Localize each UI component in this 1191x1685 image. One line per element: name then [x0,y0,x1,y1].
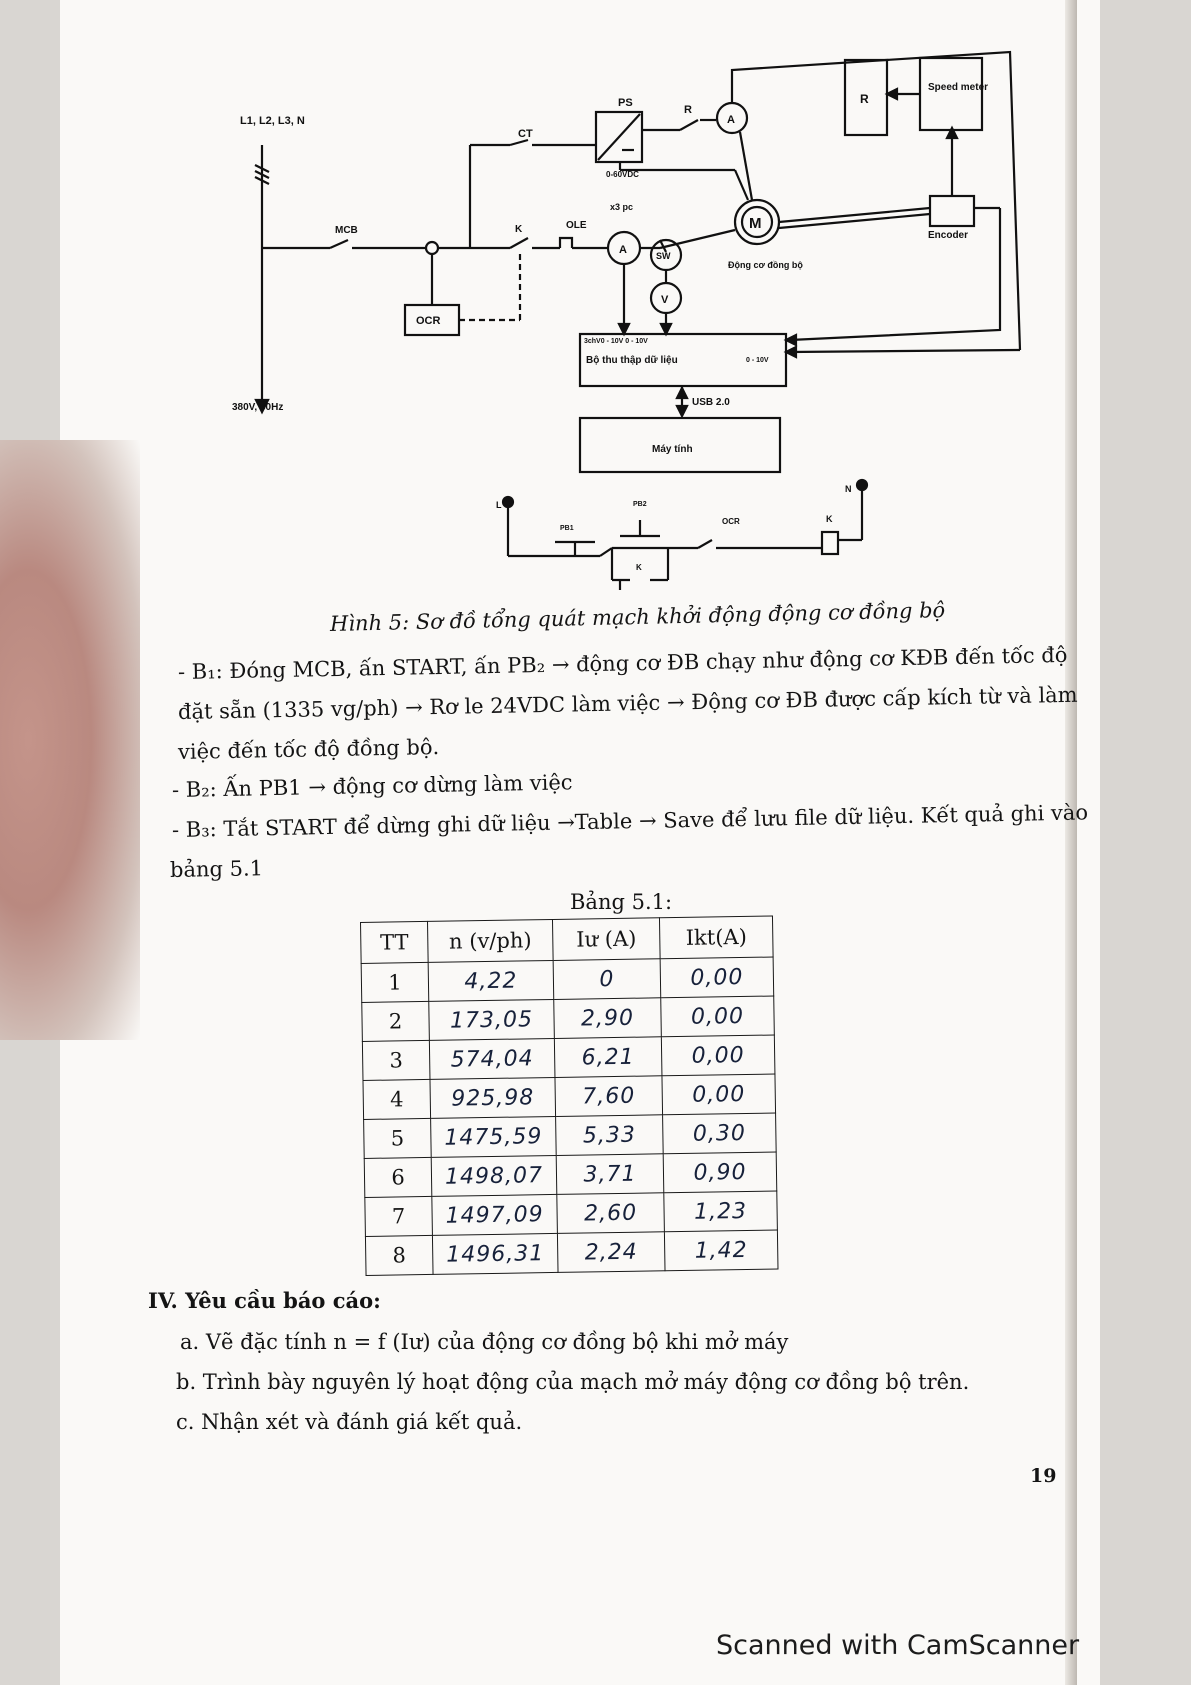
cell-tt: 1 [361,962,429,1002]
cell-excitation-current: 0,00 [662,1074,776,1115]
report-item-b: b. Trình bày nguyên lý hoạt động của mạch mở máy động cơ đồng bộ trên. [176,1370,970,1394]
cell-excitation-current: 0,00 [660,957,774,998]
ps-output-label: 0-60VDC [606,170,639,179]
cell-speed: 1475,59 [431,1116,557,1157]
cell-armature-current: 7,60 [555,1076,663,1117]
step-b1-line3: việc đến tốc độ đồng bộ. [177,734,440,764]
page-number: 19 [1030,1465,1057,1487]
control-l-label: L [496,500,502,510]
table-row [363,1074,776,1119]
table-body [361,957,778,1275]
contactor-k-label: K [515,224,523,235]
cell-tt: 7 [365,1196,433,1236]
cell-speed: 574,04 [429,1038,555,1079]
table-header-row [361,916,774,963]
ammeter-top-label: A [727,114,735,126]
cell-speed: 4,22 [428,960,554,1001]
scanner-watermark: Scanned with CamScanner [716,1630,1080,1661]
step-b1-line1: - B₁: Đóng MCB, ấn START, ấn PB₂ → động cơ ĐB chạy như động cơ KĐB đến tốc độ [177,642,1068,684]
pb2-label: PB2 [633,501,647,508]
encoder-label: Encoder [928,230,969,241]
daq-right-label: 0 - 10V [746,357,769,364]
cell-tt: 2 [362,1001,430,1041]
header-tt: TT [361,921,429,963]
ole-label: OLE [566,220,587,231]
contact-k-label: K [636,563,642,572]
daq-label: Bộ thu thập dữ liệu [586,355,678,366]
cell-excitation-current: 1,42 [664,1230,778,1271]
motor-name-label: Động cơ đồng bộ [728,260,803,270]
cell-tt: 4 [363,1079,431,1119]
header-armature-current: Iư (A) [552,918,660,961]
figure-caption: Hình 5: Sơ đồ tổng quát mạch khởi động động cơ đồng bộ [329,598,946,636]
cell-speed: 1496,31 [432,1233,558,1274]
table-row [365,1191,778,1236]
table-row [361,957,774,1002]
daq-input-label: 3chV0 - 10V 0 - 10V [584,338,648,345]
cell-excitation-current: 1,23 [664,1191,778,1232]
ps-label: PS [618,97,633,109]
ct-label: CT [518,128,533,140]
step-b3-line2: bảng 5.1 [169,856,264,882]
cell-armature-current: 3,71 [556,1154,664,1195]
cell-speed: 925,98 [430,1077,556,1118]
cell-excitation-current: 0,30 [663,1113,777,1154]
results-table [360,916,779,1276]
speed-meter-label: Speed meter [928,82,989,93]
computer-label: Máy tính [652,444,693,455]
supply-voltage-label: 380V, 50Hz [232,402,284,413]
table-row [362,996,775,1041]
cell-excitation-current: 0,90 [663,1152,777,1193]
table-row [364,1152,777,1197]
cell-armature-current: 2,24 [557,1232,665,1273]
header-excitation-current: Ikt(A) [659,916,773,959]
report-item-a: a. Vẽ đặc tính n = f (Iư) của động cơ đồng bộ khi mở máy [180,1330,789,1354]
coil-k-label: K [826,514,833,524]
step-b1-line2: đặt sẵn (1335 vg/ph) → Rơ le 24VDC làm việc → Động cơ ĐB được cấp kích từ và làm [177,682,1078,724]
cell-armature-current: 2,90 [554,998,662,1039]
cell-excitation-current: 0,00 [661,1035,775,1076]
usb-label: USB 2.0 [692,397,730,408]
phase-note-label: x3 pc [610,202,634,212]
table-row [362,1035,775,1080]
mcb-label: MCB [335,225,358,236]
table-row [364,1113,777,1158]
cell-armature-current: 0 [553,959,661,1000]
cell-tt: 8 [365,1235,433,1275]
ammeter-main-label: A [619,244,627,256]
report-item-c: c. Nhận xét và đánh giá kết quả. [176,1410,523,1434]
step-b3-line1: - B₃: Tắt START để dừng ghi dữ liệu →Table → Save để lưu file dữ liệu. Kết quả ghi vào [171,800,1089,842]
cell-tt: 5 [364,1118,432,1158]
cell-speed: 173,05 [429,999,555,1040]
voltmeter-label: V [661,294,669,306]
cell-speed: 1498,07 [431,1155,557,1196]
cell-tt: 6 [364,1157,432,1197]
report-heading: IV. Yêu cầu báo cáo: [148,1288,381,1313]
cell-armature-current: 2,60 [557,1193,665,1234]
supply-label: L1, L2, L3, N [240,115,305,127]
switch-label: SW [656,251,671,261]
table-row [365,1230,778,1275]
header-speed: n (v/ph) [427,919,553,962]
cell-excitation-current: 0,00 [661,996,775,1037]
circuit-diagram [0,0,1191,620]
cell-armature-current: 6,21 [554,1037,662,1078]
ocr-label: OCR [416,315,441,327]
table-title: Bảng 5.1: [570,890,673,914]
r-box-label: R [860,92,869,106]
control-ocr-label: OCR [722,517,740,526]
cell-tt: 3 [362,1040,430,1080]
pb1-label: PB1 [560,525,574,532]
control-n-label: N [845,484,852,494]
step-b2: - B₂: Ấn PB1 → động cơ dừng làm việc [171,770,573,802]
resistor-label: R [684,104,692,116]
cell-speed: 1497,09 [432,1194,558,1235]
cell-armature-current: 5,33 [556,1115,664,1156]
motor-label: M [749,215,762,232]
